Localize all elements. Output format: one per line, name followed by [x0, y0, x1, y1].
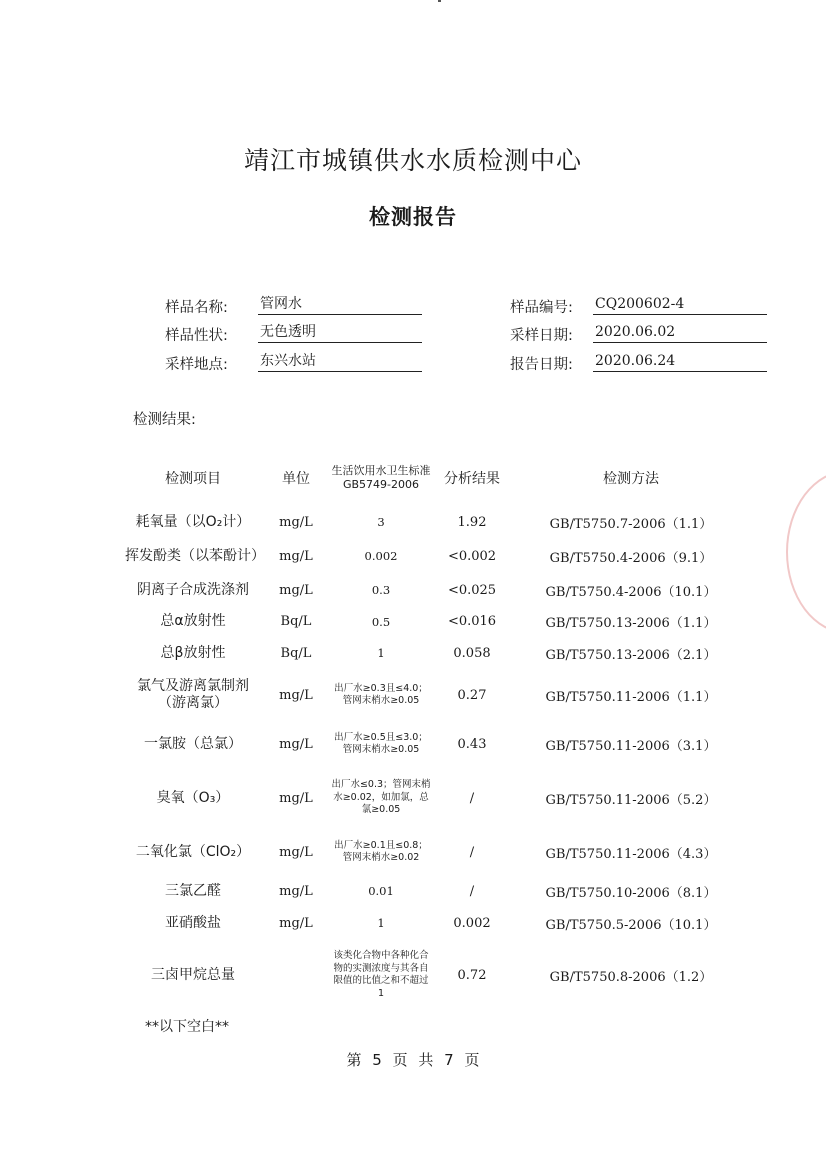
red-seal-stamp — [786, 470, 826, 634]
item-standard: 0.002 — [364, 549, 398, 563]
sample-state-label: 样品性状: — [165, 328, 228, 344]
sample-code-value: CQ200602-4 — [593, 294, 767, 315]
item-name: 三氯乙醛 — [165, 882, 221, 899]
item-result: 0.43 — [457, 736, 487, 752]
sampling-date-label: 采样日期: — [510, 328, 573, 344]
item-standard: 该类化合物中各种化合物的实测浓度与其各自限值的比值之和不超过1 — [333, 950, 429, 999]
table-row — [125, 939, 749, 1011]
item-method: GB/T5750.13-2006（2.1） — [545, 647, 717, 663]
item-standard: 3 — [377, 515, 385, 529]
item-result: 0.27 — [457, 687, 487, 703]
item-result: <0.025 — [447, 582, 497, 598]
item-name: 总β放射性 — [160, 644, 226, 661]
item-result: 0.72 — [457, 967, 487, 983]
table-row — [125, 829, 749, 875]
item-method: GB/T5750.13-2006（1.1） — [545, 616, 717, 631]
item-name: 一氯胺（总氯） — [144, 735, 242, 752]
results-section-label: 检测结果: — [133, 412, 196, 428]
item-standard: 1 — [377, 646, 385, 660]
item-result: 0.058 — [453, 645, 491, 661]
page-number: 第 5 页 共 7 页 — [346, 1051, 480, 1069]
item-standard: 0.5 — [371, 614, 391, 629]
item-method: GB/T5750.4-2006（10.1） — [545, 584, 717, 600]
item-name: 臭氧（O₃） — [156, 789, 230, 806]
sampling-date-value: 2020.06.02 — [593, 322, 767, 343]
item-method: GB/T5750.4-2006（9.1） — [549, 550, 713, 566]
table-row — [125, 574, 749, 606]
report-title: 检测报告 — [369, 205, 457, 229]
sampling-site-value: 东兴水站 — [258, 351, 422, 372]
item-standard: 出厂水≥0.3且≤4.0；管网末梢水≥0.05 — [334, 682, 428, 706]
item-result: / — [469, 844, 475, 860]
item-standard: 1 — [377, 916, 385, 930]
item-unit: mg/L — [279, 687, 313, 703]
item-unit: Bq/L — [280, 614, 312, 629]
table-row — [125, 721, 749, 767]
item-unit: mg/L — [279, 844, 313, 860]
scan-dot — [438, 0, 441, 2]
item-name: 挥发酚类（以苯酚计） — [125, 547, 265, 564]
organization-name: 靖江市城镇供水水质检测中心 — [243, 146, 582, 175]
item-method: GB/T5750.8-2006（1.2） — [549, 969, 713, 985]
header-standard: 生活饮用水卫生标准GB5749-2006 — [331, 464, 431, 491]
sample-name-label: 样品名称: — [165, 300, 228, 316]
item-method: GB/T5750.7-2006（1.1） — [549, 516, 713, 532]
table-row — [125, 538, 749, 574]
item-method: GB/T5750.10-2006（8.1） — [545, 885, 717, 901]
results-table — [125, 450, 749, 1011]
item-result: 1.92 — [457, 514, 487, 530]
item-standard: 出厂水≥0.1且≤0.8；管网末梢水≥0.02 — [334, 839, 428, 863]
report-date-label: 报告日期: — [510, 357, 573, 373]
sample-state-value: 无色透明 — [258, 322, 422, 343]
table-row — [125, 506, 749, 538]
item-method: GB/T5750.5-2006（10.1） — [545, 917, 717, 933]
item-unit: mg/L — [279, 883, 313, 899]
item-result: <0.002 — [447, 548, 497, 564]
item-name: 阴离子合成洗涤剂 — [137, 581, 249, 598]
item-unit: Bq/L — [280, 645, 312, 661]
table-row — [125, 767, 749, 829]
item-standard: 0.01 — [368, 884, 394, 898]
item-result: 0.002 — [453, 915, 491, 931]
header-method: 检测方法 — [603, 471, 659, 487]
table-row — [125, 907, 749, 939]
item-unit: mg/L — [279, 736, 313, 752]
item-result: / — [469, 790, 475, 806]
item-method: GB/T5750.11-2006（1.1） — [545, 689, 717, 705]
item-name: 耗氧量（以O₂计） — [135, 513, 251, 530]
report-date-value: 2020.06.24 — [593, 351, 767, 372]
sample-code-label: 样品编号: — [510, 300, 573, 316]
table-header-row — [125, 450, 749, 506]
item-standard: 出厂水≥0.5且≤3.0；管网末梢水≥0.05 — [334, 731, 428, 755]
table-row — [125, 669, 749, 721]
sampling-site-label: 采样地点: — [165, 357, 228, 373]
table-row — [125, 606, 749, 637]
item-name: 二氧化氯（ClO₂） — [135, 843, 251, 860]
header-result: 分析结果 — [444, 471, 500, 487]
table-row — [125, 875, 749, 907]
header-unit: 单位 — [282, 471, 310, 487]
item-method: GB/T5750.11-2006（4.3） — [545, 846, 717, 862]
item-standard: 出厂水≤0.3；管网末梢水≥0.02，如加氯，总氯≥0.05 — [331, 779, 431, 816]
item-name: 亚硝酸盐 — [165, 914, 221, 931]
item-result: <0.016 — [447, 614, 497, 629]
item-result: / — [469, 883, 475, 899]
header-item: 检测项目 — [165, 471, 221, 487]
sample-name-value: 管网水 — [258, 294, 422, 315]
item-unit: mg/L — [279, 790, 313, 806]
table-row — [125, 637, 749, 669]
item-method: GB/T5750.11-2006（5.2） — [545, 792, 717, 808]
item-unit: mg/L — [279, 582, 313, 598]
item-method: GB/T5750.11-2006（3.1） — [545, 738, 717, 754]
item-name: 三卤甲烷总量 — [151, 966, 235, 983]
item-unit: mg/L — [279, 915, 313, 931]
blank-below-note: **以下空白** — [145, 1019, 229, 1035]
item-name: 氯气及游离氯制剂（游离氯） — [137, 678, 249, 711]
item-unit: mg/L — [279, 514, 313, 530]
item-standard: 0.3 — [371, 583, 391, 597]
item-unit — [261, 939, 331, 1011]
item-unit: mg/L — [279, 548, 313, 564]
item-name: 总α放射性 — [160, 613, 226, 629]
